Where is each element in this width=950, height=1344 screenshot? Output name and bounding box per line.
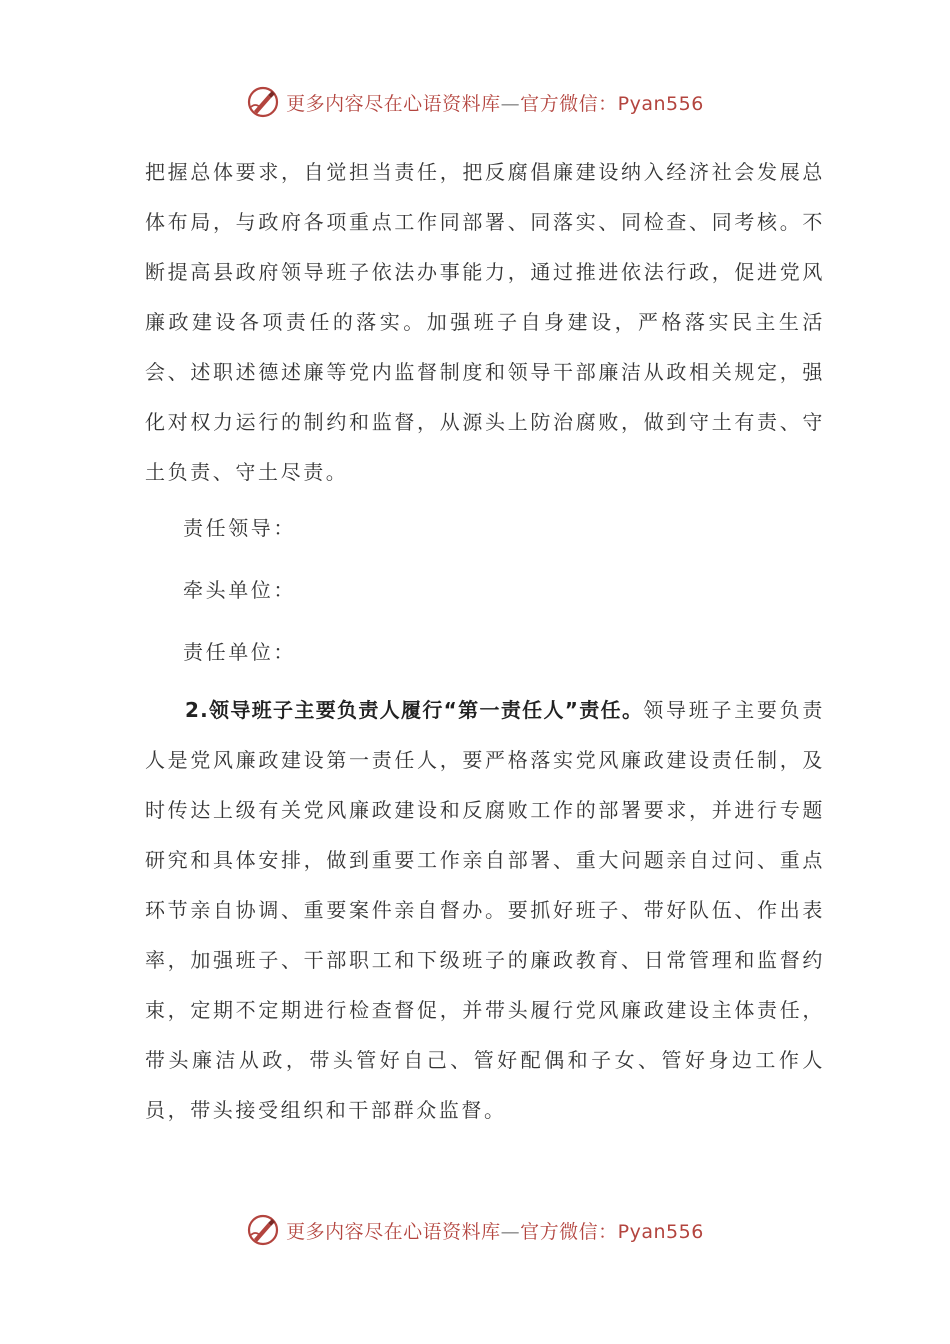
pen-heart-logo-icon — [246, 1213, 280, 1247]
header-banner-text — [286, 89, 704, 116]
header-banner-dash: — — [500, 92, 521, 115]
field-responsible-unit: 责任单位： — [183, 640, 296, 664]
field-responsible-leader: 责任领导： — [183, 516, 296, 540]
responsibility-fields — [145, 497, 825, 683]
footer-banner-main: 更多内容尽在心语资料库 — [286, 1220, 501, 1243]
document-body — [145, 147, 825, 1135]
header-banner-main: 更多内容尽在心语资料库 — [286, 92, 501, 115]
footer-banner — [0, 1210, 950, 1250]
pen-heart-logo-icon — [246, 85, 280, 119]
paragraph-2-text: 领导班子主要负责人是党风廉政建设第一责任人，要严格落实党风廉政建设责任制，及时传达上级有关党风廉政建设和反腐败工作的部署要求，并进行专题研究和具体安排，做到重要工作亲自部署、重大问题亲自过问、重点环节亲自协调、重要案件亲自督办。要抓好班子、带好队伍、作出表率，加强班子、干部职工和下级班子的廉政教育、日常管理和监督约束，定期不定期进行检查督促，并带头履行党风廉政建设主体责任，带头廉洁从政，带头管好自己、管好配偶和子女、管好身边工作人员，带头接受组织和干部群众监督。 — [145, 698, 825, 1122]
paragraph-1: 把握总体要求，自觉担当责任，把反腐倡廉建设纳入经济社会发展总体布局，与政府各项重点工作同部署、同落实、同检查、同考核。不断提高县政府领导班子依法办事能力，通过推进依法行政，促进党风廉政建设各项责任的落实。加强班子自身建设，严格落实民主生活会、述职述德述廉等党内监督制度和领导干部廉洁从政相关规定，强化对权力运行的制约和监督，从源头上防治腐败，做到守土有责、守土负责、守土尽责。 — [145, 160, 825, 484]
footer-banner-dash: — — [500, 1220, 521, 1243]
paragraph-2 — [145, 685, 825, 1135]
footer-banner-wechat: 官方微信：Pyan556 — [520, 1220, 704, 1243]
header-banner — [0, 82, 950, 122]
header-banner-wechat: 官方微信：Pyan556 — [520, 92, 704, 115]
footer-banner-text — [286, 1217, 704, 1244]
paragraph-2-heading: 2.领导班子主要负责人履行“第一责任人”责任。 — [185, 698, 644, 722]
field-lead-unit: 牵头单位： — [183, 578, 296, 602]
footer-banner-inner — [246, 1213, 704, 1247]
header-banner-inner — [246, 85, 704, 119]
